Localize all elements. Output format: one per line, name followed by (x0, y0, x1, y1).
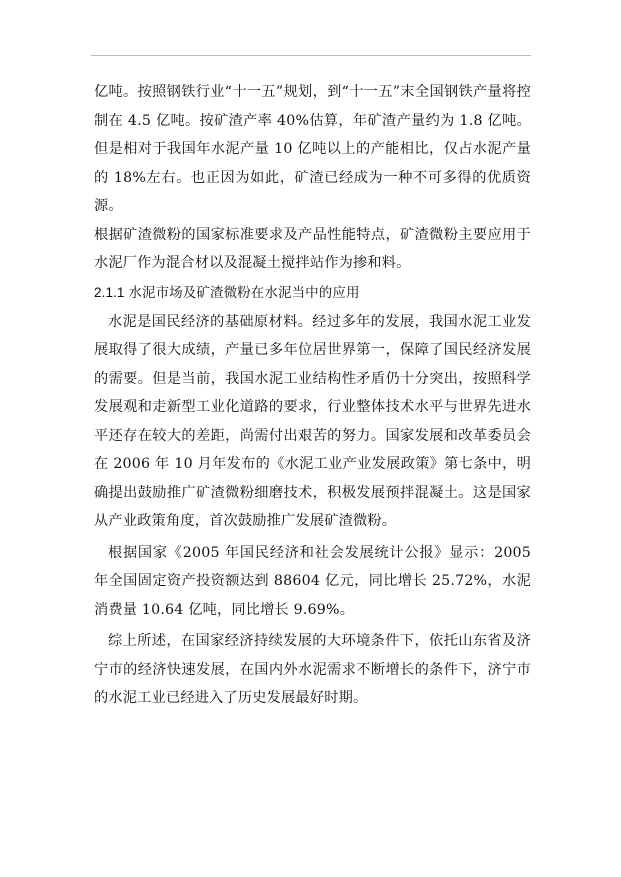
section-heading: 2.1.1 水泥市场及矿渣微粉在水泥当中的应用 (94, 284, 360, 300)
document-body (94, 78, 531, 713)
paragraph-slag-powder-application: 根据矿渣微粉的国家标准要求及产品性能特点，矿渣微粉主要应用于水泥厂作为混合材以及混凝土搅拌站作为掺和料。 (94, 226, 531, 271)
paragraph-cement-industry: 水泥是国民经济的基础原材料。经过多年的发展，我国水泥工业发展取得了很大成绩，产量已多年位居世界第一，保障了国民经济发展的需要。但是当前，我国水泥工业结构性矛盾仍十分突出，按照科学发展观和走新型工业化道路的要求，行业整体技术水平与世界先进水平还存在较大的差距，尚需付出艰苦的努力。国家发展和改革委员会在 2006 年 10 月年发布的《水泥工业产业发展政策》第七条中，明确提出鼓励推广矿渣微粉细磨技术，积极发展预拌混凝土。这是国家从产业政策角度，首次鼓励推广发展矿渣微粉。 (94, 313, 531, 529)
paragraph-conclusion: 综上所述，在国家经济持续发展的大环境条件下，依托山东省及济宁市的经济快速发展，在国内外水泥需求不断增长的条件下，济宁市的水泥工业已经进入了历史发展最好时期。 (94, 633, 531, 706)
header-rule (91, 55, 531, 56)
paragraph-statistics-report: 根据国家《2005 年国民经济和社会发展统计公报》显示：2005 年全国固定资产投资额达到 88604 亿元，同比增长 25.72%，水泥消费量 10.64 亿吨，同比增长 9.69%。 (94, 544, 531, 618)
paragraph-steel-slag-output: 亿吨。按照钢铁行业“十一五”规划，到“十一五”末全国钢铁产量将控制在 4.5 亿吨。按矿渣产率 40%估算，年矿渣产量约为 1.8 亿吨。但是相对于我国年水泥产量 10 亿吨以上的产能相比，仅占水泥产量的 18%左右。也正因为如此，矿渣已经成为一种不可多得的优质资源。 (94, 84, 531, 214)
